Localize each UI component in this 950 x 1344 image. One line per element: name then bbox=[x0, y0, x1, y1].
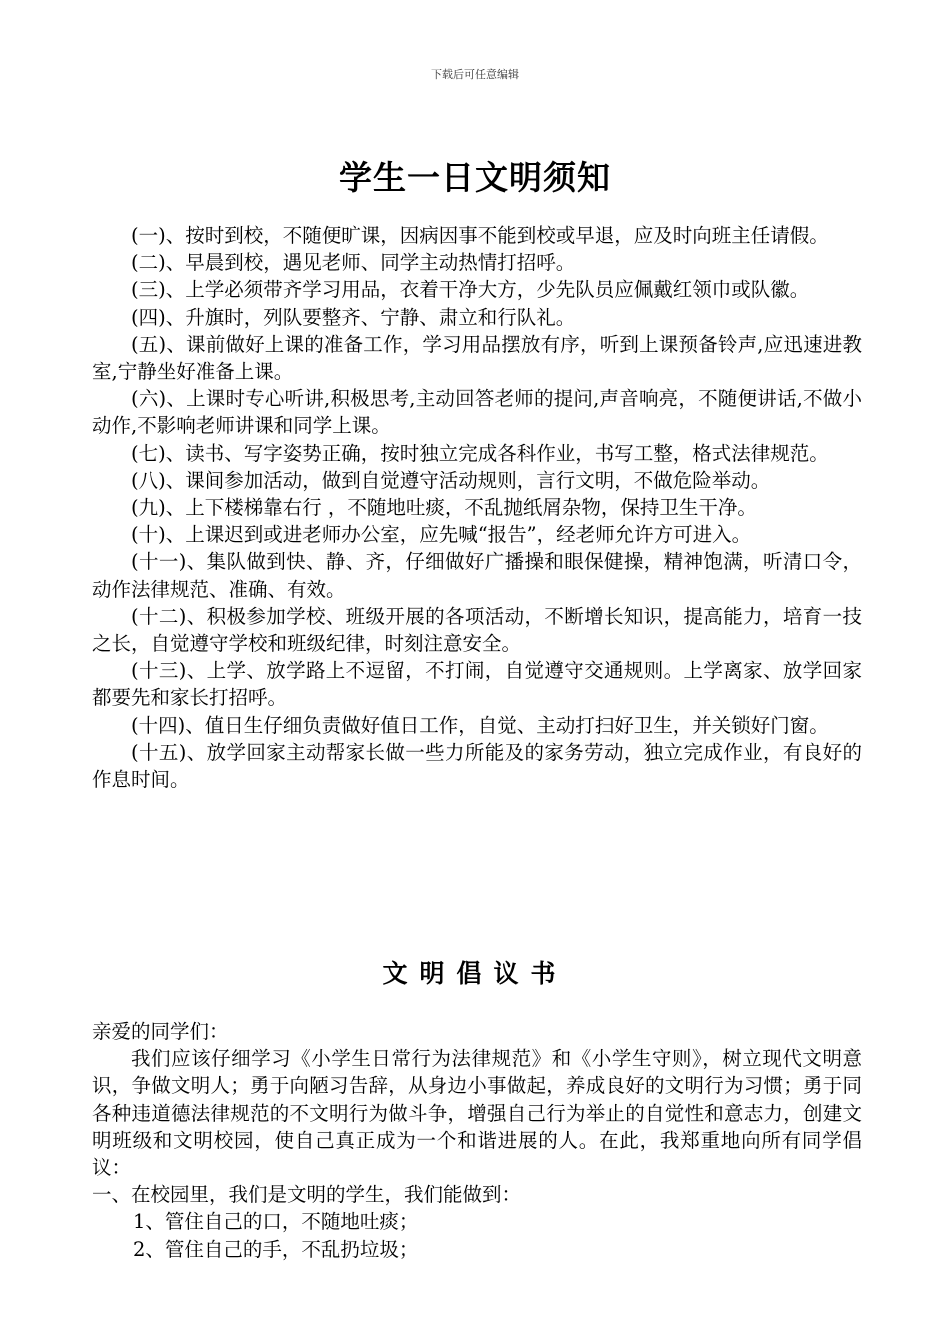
rule-item: (十)、上课迟到或进老师办公室，应先喊“报告”，经老师允许方可进入。 bbox=[131, 523, 752, 547]
proposal-section-heading: 一、在校园里，我们是文明的学生，我们能做到： bbox=[92, 1183, 522, 1207]
rules-title: 学生一日文明须知 bbox=[339, 158, 611, 197]
rule-item: (六)、上课时专心听讲,积极思考,主动回答老师的提问,声音响亮，不随便讲话,不做小动作,不影响老师讲课和同学上课。 bbox=[92, 387, 862, 438]
rule-item: (三)、上学必须带齐学习用品，衣着干净大方，少先队员应佩戴红领巾或队徽。 bbox=[131, 278, 810, 302]
rule-item: (十五)、放学回家主动帮家长做一些力所能及的家务劳动，独立完成作业，有良好的作息时间。 bbox=[92, 740, 862, 792]
rule-item: (十三)、上学、放学路上不逗留，不打闹，自觉遵守交通规则。上学离家、放学回家都要先和家长打招呼。 bbox=[92, 659, 862, 710]
rule-item: (七)、读书、写字姿势正确，按时独立完成各科作业，书写工整，格式法律规范。 bbox=[131, 441, 829, 465]
rule-item: (十四)、值日生仔细负责做好值日工作，自觉、主动打扫好卫生，并关锁好门窗。 bbox=[131, 713, 829, 737]
proposal-body bbox=[92, 1018, 862, 1263]
proposal-list-item: 2、管住自己的手，不乱扔垃圾； bbox=[132, 1237, 419, 1261]
rule-item: (五)、课前做好上课的准备工作，学习用品摆放有序，听到上课预备铃声,应迅速进教室,宁静坐好准备上课。 bbox=[92, 332, 862, 384]
rule-item: (一)、按时到校，不随便旷课，因病因事不能到校或早退，应及时向班主任请假。 bbox=[131, 224, 829, 247]
rule-item: (八)、课间参加活动，做到自觉遵守活动规则，言行文明，不做危险举动。 bbox=[131, 468, 771, 492]
rule-item: (十二)、积极参加学校、班级开展的各项活动，不断增长知识，提高能力，培育一技之长，自觉遵守学校和班级纪律，时刻注意安全。 bbox=[92, 604, 862, 656]
header-note: 下载后可任意编辑 bbox=[431, 68, 519, 81]
rules-list bbox=[92, 222, 862, 793]
proposal-paragraph: 我们应该仔细学习《小学生日常行为法律规范》和《小学生守则》，树立现代文明意识，争做文明人；勇于向陋习告辞，从身边小事做起，养成良好的文明行为习惯；勇于同各种违道德法律规范的不文明行为做斗争，增强自己行为举止的自觉性和意志力，创建文明班级和文明校园，使自己真正成为一个和谐进展的人。在此，我郑重地向所有同学倡议： bbox=[92, 1047, 862, 1180]
rule-item: (二)、早晨到校，遇见老师、同学主动热情打招呼。 bbox=[131, 251, 576, 275]
proposal-list-item: 1、管住自己的口，不随地吐痰； bbox=[132, 1210, 419, 1234]
proposal-greeting: 亲爱的同学们： bbox=[92, 1020, 229, 1043]
rule-item: (九)、上下楼梯靠右行 ，不随地吐痰，不乱抛纸屑杂物，保持卫生干净。 bbox=[131, 496, 757, 520]
proposal-title: 文明倡议书 bbox=[382, 959, 568, 988]
rule-item: (十一)、集队做到快、静、齐，仔细做好广播操和眼保健操，精神饱满，听清口令，动作法律规范、准确、有效。 bbox=[92, 550, 862, 601]
rule-item: (四)、升旗时，列队要整齐、宁静、肃立和行队礼。 bbox=[131, 305, 576, 329]
